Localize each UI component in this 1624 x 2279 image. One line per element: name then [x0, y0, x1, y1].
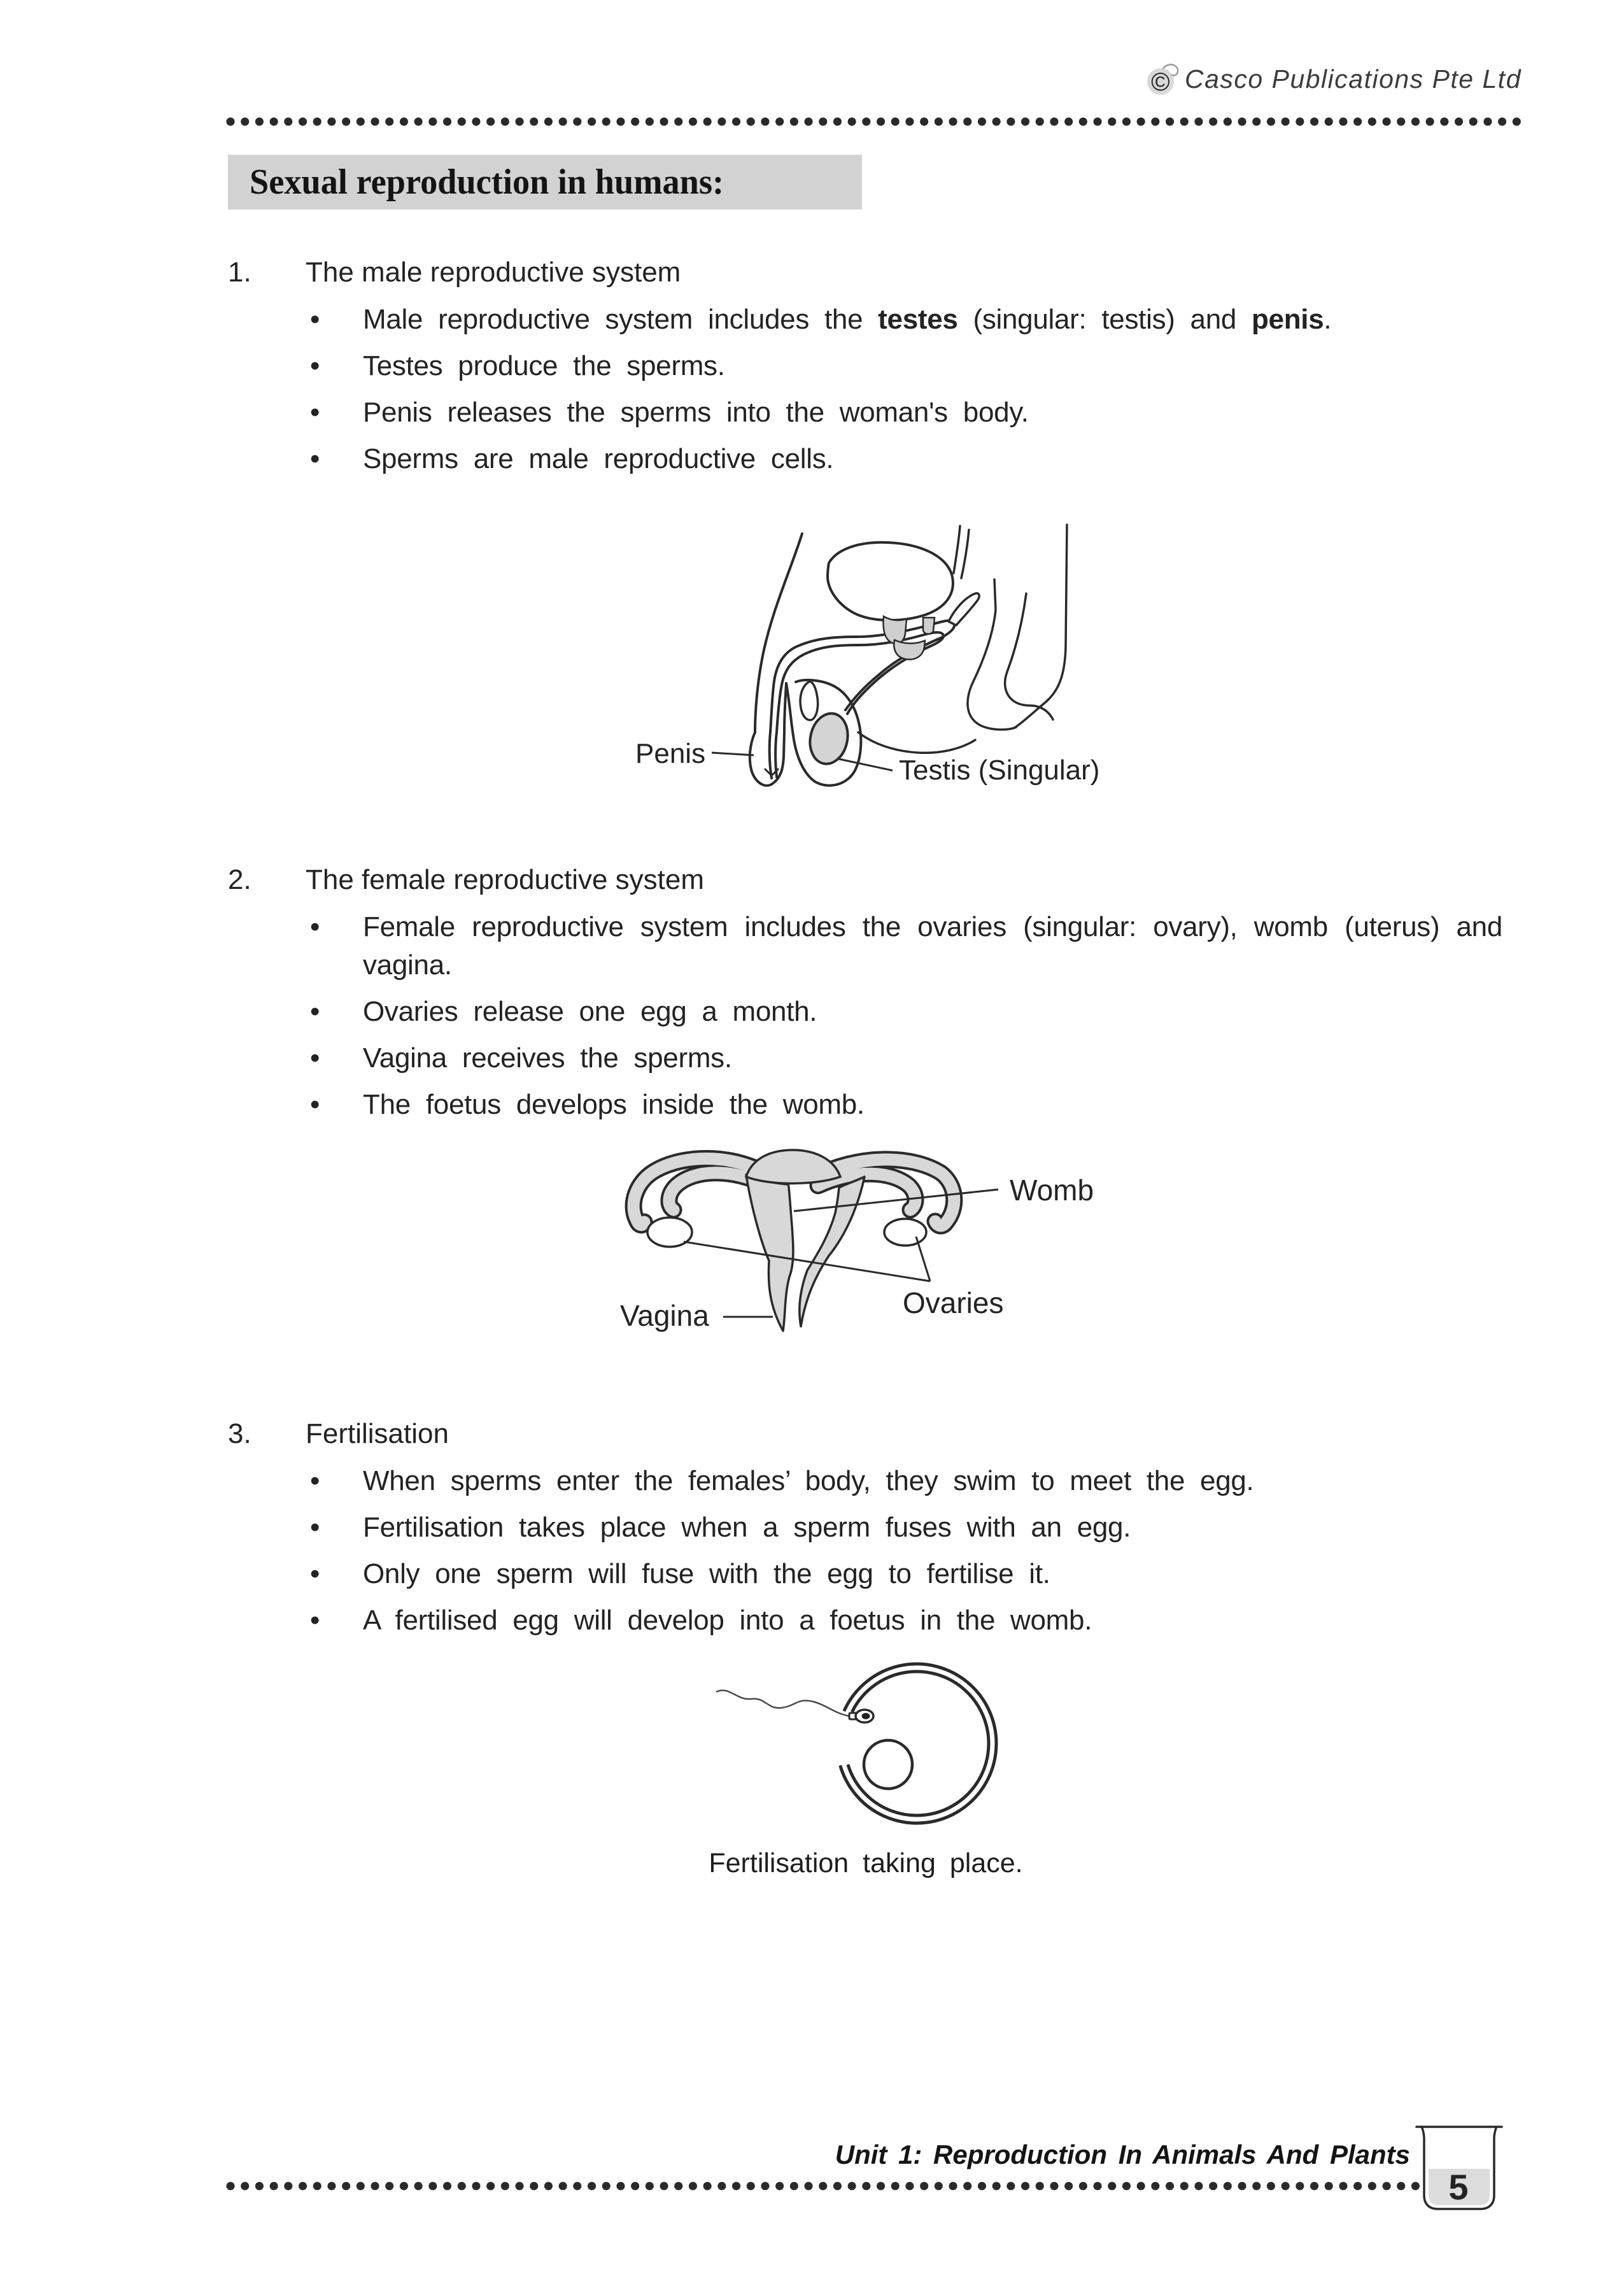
- ureter-line-2: [961, 530, 969, 578]
- bullet-segment: Vagina receives the sperms.: [363, 1042, 732, 1074]
- header-copyright: [1144, 61, 1522, 97]
- seminal-vesicle: [949, 593, 979, 625]
- bullet-text: [363, 1039, 1502, 1077]
- section-2: [228, 861, 1502, 1132]
- page-title-bar: [228, 155, 862, 209]
- fertilisation-diagram: [662, 1652, 1019, 1843]
- bullet-item: [310, 1555, 1502, 1593]
- section-1: [228, 253, 1502, 486]
- copyright-logo-icon: [1144, 61, 1180, 97]
- bullet-segment: When sperms enter the females’ body, they swim to meet the egg.: [363, 1465, 1254, 1496]
- bullet-text: [363, 993, 1502, 1031]
- bullet-item: [310, 1086, 1502, 1124]
- sperm-head-core: [862, 1713, 870, 1719]
- bullet-item: [310, 1601, 1502, 1640]
- fertilisation-caption: Fertilisation taking place.: [709, 1848, 1023, 1878]
- egg-outer-membrane: [840, 1664, 996, 1823]
- egg-nucleus: [864, 1740, 912, 1789]
- bullet-marker: •: [310, 996, 320, 1027]
- female-reproductive-system-diagram: [605, 1146, 1178, 1366]
- bullet-marker: •: [310, 1089, 320, 1120]
- womb-label: Womb: [1010, 1174, 1094, 1207]
- bullet-text: [363, 347, 1502, 385]
- bullet-segment: Female reproductive system includes the ovaries (singular: ovary), womb (uterus) and vagina.: [363, 911, 1502, 981]
- bullet-segment: Testes produce the sperms.: [363, 350, 725, 381]
- bullet-item: [310, 347, 1502, 385]
- epididymis-outline: [800, 681, 818, 720]
- bullet-text: [363, 908, 1502, 984]
- section-heading-row: [228, 253, 1502, 292]
- bullet-segment: Penis releases the sperms into the woman's body.: [363, 397, 1029, 428]
- page-number: 5: [1448, 2167, 1469, 2207]
- bullet-item: [310, 1462, 1502, 1500]
- prostate-lobe: [894, 640, 925, 660]
- ureter-line-1: [954, 526, 960, 573]
- bullet-list: [310, 908, 1502, 1124]
- section-heading: Fertilisation: [306, 1418, 449, 1449]
- bullet-segment: testes: [878, 304, 958, 335]
- vagina-label: Vagina: [620, 1299, 709, 1332]
- page-title: Sexual reproduction in humans:: [250, 162, 724, 202]
- bullet-segment: penis: [1251, 304, 1324, 335]
- egg-inner-membrane: [848, 1672, 989, 1815]
- bullet-marker: •: [310, 443, 320, 474]
- testis-leader-line: [839, 759, 893, 770]
- ovaries-leader-line-right: [916, 1237, 930, 1281]
- bullet-text: [363, 440, 1502, 478]
- copyright-symbol: ©: [1150, 68, 1171, 96]
- testis-label: Testis (Singular): [899, 755, 1100, 786]
- bullet-marker: •: [310, 1042, 320, 1074]
- sperm-tail: [716, 1691, 849, 1716]
- footer-unit-title: Unit 1: Reproduction In Animals And Plants: [835, 2140, 1410, 2169]
- section-heading-row: [228, 1415, 1502, 1453]
- bullet-text: [363, 394, 1502, 432]
- bullet-text: [363, 1086, 1502, 1124]
- bullet-marker: •: [310, 1605, 320, 1636]
- bullet-segment: Ovaries release one egg a month.: [363, 996, 817, 1027]
- thigh-back-line: [1015, 525, 1067, 727]
- bullet-list: [310, 1462, 1502, 1640]
- bullet-text: [363, 1601, 1502, 1640]
- bullet-marker: •: [310, 350, 320, 381]
- womb-fundus: [746, 1150, 840, 1184]
- header-dotted-rule: [224, 113, 1536, 130]
- penis-label: Penis: [635, 738, 706, 769]
- bullet-item: [310, 1509, 1502, 1547]
- penis-leader-line: [712, 753, 754, 755]
- bullet-item: [310, 1039, 1502, 1077]
- bullet-text: [363, 1555, 1502, 1593]
- bullet-marker: •: [310, 397, 320, 428]
- section-number: 3.: [228, 1418, 251, 1449]
- bullet-segment: Only one sperm will fuse with the egg to fertilise it.: [363, 1558, 1050, 1589]
- section-3: [228, 1415, 1502, 1648]
- bullet-marker: •: [310, 911, 320, 942]
- male-reproductive-system-diagram: [605, 522, 1146, 847]
- womb-leader-line: [794, 1189, 998, 1211]
- footer-dotted-rule: [224, 2178, 1434, 2194]
- bullet-segment: (singular: testis) and: [957, 304, 1252, 335]
- bullet-segment: The foetus develops inside the womb.: [363, 1089, 865, 1120]
- section-number: 1.: [228, 257, 251, 288]
- bullet-item: [310, 394, 1502, 432]
- bullet-list: [310, 301, 1502, 478]
- bullet-marker: •: [310, 304, 320, 335]
- bullet-segment: Fertilisation takes place when a sperm fuses with an egg.: [363, 1512, 1131, 1543]
- bullet-item: [310, 440, 1502, 478]
- bladder-outline: [828, 543, 953, 620]
- bullet-item: [310, 301, 1502, 339]
- bullet-item: [310, 993, 1502, 1031]
- bullet-marker: •: [310, 1512, 320, 1543]
- bullet-marker: •: [310, 1465, 320, 1496]
- section-heading: The female reproductive system: [306, 864, 705, 895]
- publisher-name: Casco Publications Pte Ltd: [1185, 64, 1522, 94]
- ovary-right: [884, 1219, 926, 1246]
- bullet-marker: •: [310, 1558, 320, 1589]
- perineum-line: [858, 732, 975, 753]
- womb-wall-right: [800, 1177, 865, 1326]
- bullet-segment: A fertilised egg will develop into a foetus in the womb.: [363, 1605, 1092, 1636]
- bullet-item: [310, 908, 1502, 984]
- ovaries-label: Ovaries: [903, 1286, 1004, 1319]
- bullet-text: [363, 301, 1502, 339]
- prostate-right: [923, 618, 935, 634]
- section-heading: The male reproductive system: [306, 257, 681, 288]
- page-number-beaker: [1415, 2120, 1504, 2216]
- section-number: 2.: [228, 864, 251, 895]
- bullet-text: [363, 1509, 1502, 1547]
- bullet-text: [363, 1462, 1502, 1500]
- bullet-segment: Male reproductive system includes the: [363, 304, 879, 335]
- section-heading-row: [228, 861, 1502, 899]
- bullet-segment: Sperms are male reproductive cells.: [363, 443, 834, 474]
- bullet-segment: .: [1324, 304, 1332, 335]
